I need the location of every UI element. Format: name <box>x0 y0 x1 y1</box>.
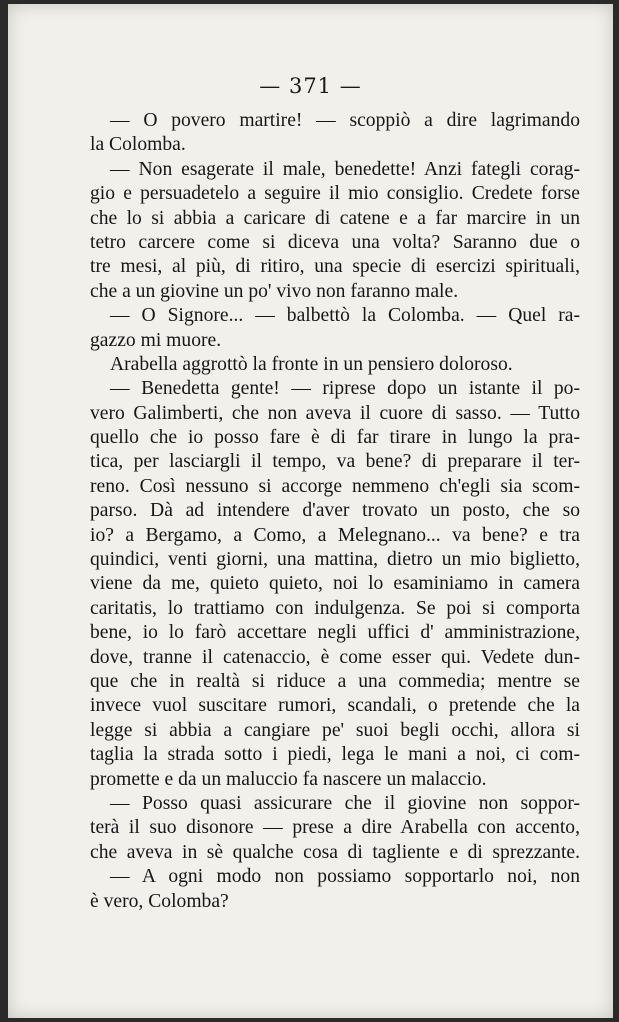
text-line: che aveva in sè qualche cosa di tagliente e di sprezzante. <box>90 841 580 863</box>
text-line: legge si abbia a cangiare pe' suoi begli occhi, allora si <box>90 719 580 741</box>
text-line: que che in realtà si riduce a una commedia; mentre se <box>90 670 580 692</box>
text-line: dove, tranne il catenaccio, è come esser qui. Vedete dun- <box>90 646 580 668</box>
text-line: è vero, Colomba? <box>90 890 229 912</box>
text-line: parso. Dà ad intendere d'aver trovato un posto, che so <box>90 500 580 522</box>
text-line: la Colomba. <box>90 134 186 156</box>
text-line: viene da me, quieto quieto, noi lo esaminiamo in camera <box>90 573 580 595</box>
text-line: — A ogni modo non possiamo sopportarlo noi, non <box>110 866 580 888</box>
text-line: che lo si abbia a caricare di catene e a far marcire in un <box>90 207 580 229</box>
text-line: io? a Bergamo, a Como, a Melegnano... va bene? e tra <box>90 524 580 546</box>
text-line: caritatis, lo trattiamo con indulgenza. Se poi si comporta <box>90 597 580 619</box>
text-line: taglia la strada sotto i piedi, lega le mani a noi, ci com- <box>90 744 580 766</box>
text-line: — Non esagerate il male, benedette! Anzi fategli corag- <box>110 158 580 180</box>
text-line: invece vuol suscitare rumori, scandali, o pretende che la <box>90 695 580 717</box>
text-line: vero Galimberti, che non aveva il cuore di sasso. — Tutto <box>90 402 580 424</box>
text-line: quindici, venti giorni, una mattina, dietro un mio biglietto, <box>90 549 580 571</box>
text-line: gazzo mi muore. <box>90 329 222 351</box>
text-line: tre mesi, al più, di ritiro, una specie di esercizi spirituali, <box>90 256 580 278</box>
text-line: Arabella aggrottò la fronte in un pensiero doloroso. <box>110 353 513 375</box>
text-line: che a un giovine un po' vivo non faranno male. <box>90 280 459 302</box>
text-line: promette e da un maluccio fa nascere un malaccio. <box>90 768 487 790</box>
text-line: — Benedetta gente! — riprese dopo un istante il po- <box>110 378 580 400</box>
text-line: terà il suo disonore — prese a dire Arabella con accento, <box>90 817 580 839</box>
text-line: tica, per lasciargli il tempo, va bene? di preparare il ter- <box>90 451 580 473</box>
text-line: — O povero martire! — scoppiò a dire lagrimando <box>110 110 580 131</box>
text-line: quello che io posso fare è di far tirare in lungo la pra- <box>90 427 580 449</box>
page-number: — 371 — <box>259 74 362 98</box>
text-line: reno. Così nessuno si accorge nemmeno ch'egli sia scom- <box>90 475 580 497</box>
text-line: — O Signore... — balbettò la Colomba. — Quel ra- <box>110 305 580 327</box>
text-line: gio e persuadetelo a seguire il mio consiglio. Credete forse <box>90 183 580 205</box>
body-text <box>90 109 580 914</box>
text-line: tetro carcere come si diceva una volta? Saranno due o <box>90 231 580 253</box>
text-line: — Posso quasi assicurare che il giovine non soppor- <box>110 792 580 814</box>
book-page <box>8 4 613 1018</box>
text-line: bene, io lo farò accettare negli uffici d' amministrazione, <box>90 622 580 644</box>
